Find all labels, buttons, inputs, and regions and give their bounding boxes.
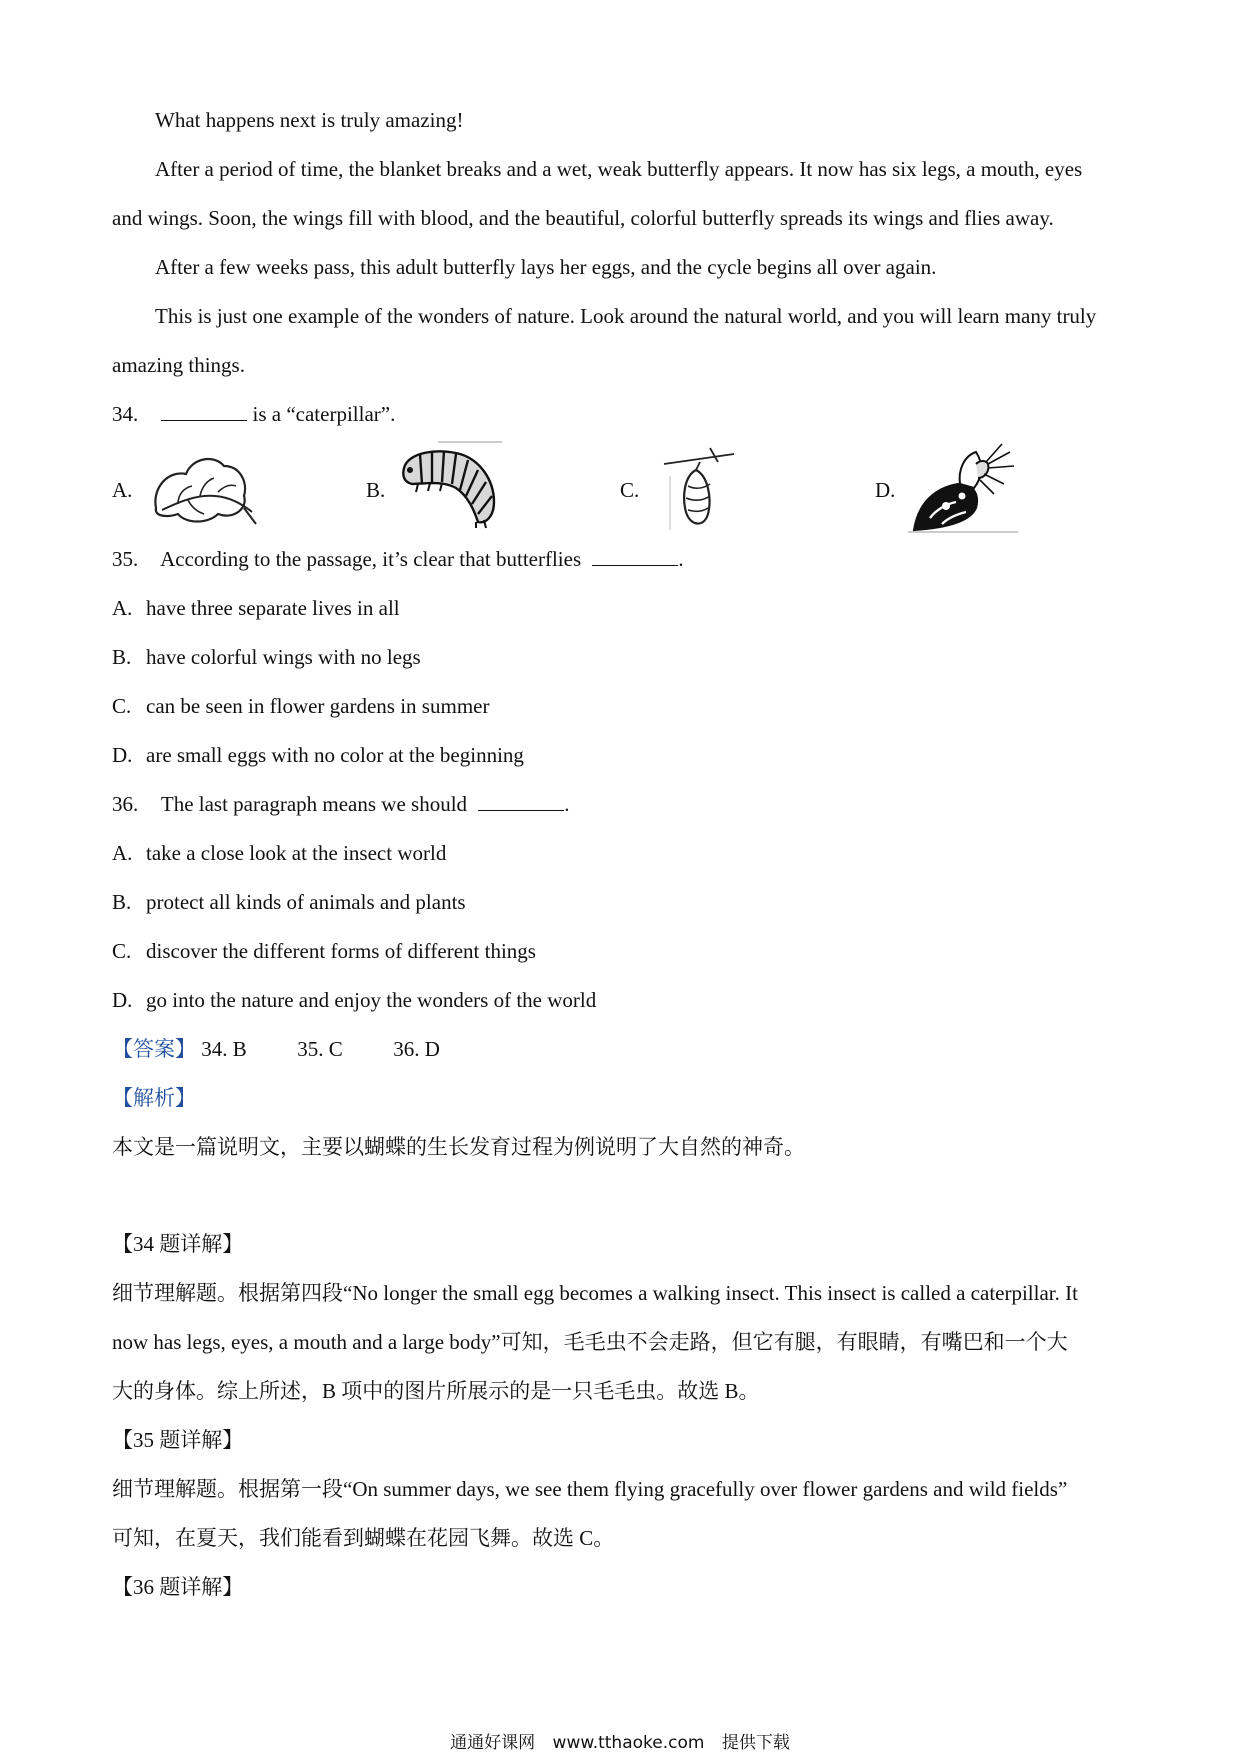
- q36-option-b: [112, 892, 466, 913]
- passage-paragraph-4-line-2: amazing things.: [112, 353, 245, 377]
- question-number: 35.: [112, 547, 139, 571]
- question-stem: The last paragraph means we should: [160, 792, 468, 816]
- option-text: go into the nature and enjoy the wonders of the world: [146, 988, 597, 1012]
- option-c-label: C.: [620, 478, 640, 502]
- answer-line: [112, 1039, 440, 1060]
- analysis-summary: 本文是一篇说明文，主要以蝴蝶的生长发育过程为例说明了大自然的神奇。: [112, 1135, 805, 1159]
- option-letter: D.: [112, 743, 133, 767]
- question-stem: is a “caterpillar”.: [252, 402, 396, 426]
- answer-34: 34. B: [201, 1037, 247, 1061]
- q36-option-c: [112, 941, 536, 962]
- question-end: .: [678, 547, 684, 571]
- q36-option-a: [112, 843, 446, 864]
- detail-36-label: 【36 题详解】: [112, 1575, 244, 1599]
- passage-paragraph-2-line-2: and wings. Soon, the wings fill with blood, and the beautiful, colorful butterfly spreads its wings and flies away.: [112, 206, 1054, 230]
- passage-paragraph-2-line-1: After a period of time, the blanket breaks and a wet, weak butterfly appears. It now has six legs, a mouth, eyes: [155, 157, 1083, 181]
- option-text: can be seen in flower gardens in summer: [146, 694, 490, 718]
- question-end: .: [564, 792, 570, 816]
- answer-label: 【答案】: [112, 1037, 196, 1061]
- footer-site-name: 通通好课网: [450, 1733, 536, 1753]
- detail-35-line-1: 细节理解题。根据第一段“On summer days, we see them flying gracefully over flower gardens and wild fields”: [112, 1477, 1068, 1501]
- q35-option-c: [112, 696, 489, 717]
- option-a-label: A.: [112, 478, 133, 502]
- option-text: are small eggs with no color at the beginning: [146, 743, 524, 767]
- passage-paragraph-4-line-1: This is just one example of the wonders of nature. Look around the natural world, and you will learn many truly: [155, 304, 1097, 328]
- detail-35-label: 【35 题详解】: [112, 1428, 244, 1452]
- option-letter: B.: [112, 890, 132, 914]
- q35-option-b: [112, 647, 421, 668]
- option-letter: D.: [112, 988, 133, 1012]
- caterpillar-icon: [398, 440, 504, 530]
- detail-35-line-2: 可知，在夏天，我们能看到蝴蝶在花园飞舞。故选 C。: [112, 1526, 615, 1550]
- answer-blank: [161, 420, 247, 421]
- option-text: have colorful wings with no legs: [146, 645, 421, 669]
- passage-paragraph-3: After a few weeks pass, this adult butterfly lays her eggs, and the cycle begins all over again.: [155, 255, 937, 279]
- question-number: 34.: [112, 402, 139, 426]
- answer-blank: [478, 810, 564, 811]
- option-text: discover the different forms of different things: [146, 939, 536, 963]
- option-letter: A.: [112, 596, 133, 620]
- option-text: have three separate lives in all: [146, 596, 400, 620]
- detail-34-line-3: 大的身体。综上所述，B 项中的图片所展示的是一只毛毛虫。故选 B。: [112, 1379, 760, 1403]
- option-d-label: D.: [875, 478, 896, 502]
- question-number: 36.: [112, 792, 139, 816]
- question-34: [112, 404, 395, 425]
- detail-34-label: 【34 题详解】: [112, 1232, 244, 1256]
- question-35: [112, 549, 684, 570]
- q35-option-d: [112, 745, 524, 766]
- answer-35: 35. C: [297, 1037, 343, 1061]
- option-letter: C.: [112, 939, 132, 963]
- option-letter: C.: [112, 694, 132, 718]
- footer-url[interactable]: www.tthaoke.com: [552, 1733, 705, 1753]
- q36-option-d: [112, 990, 596, 1011]
- chrysalis-icon: [660, 446, 740, 532]
- option-letter: A.: [112, 841, 133, 865]
- option-letter: B.: [112, 645, 132, 669]
- passage-paragraph-1: What happens next is truly amazing!: [155, 108, 464, 132]
- butterfly-icon: [906, 434, 1020, 534]
- q35-option-a: [112, 598, 400, 619]
- answer-blank: [592, 565, 678, 566]
- detail-34-line-1: 细节理解题。根据第四段“No longer the small egg becomes a walking insect. This insect is called a caterpillar. It: [112, 1281, 1078, 1305]
- analysis-label: 【解析】: [112, 1086, 196, 1110]
- detail-34-line-2: now has legs, eyes, a mouth and a large body”可知，毛毛虫不会走路，但它有腿，有眼睛，有嘴巴和一个大: [112, 1330, 1068, 1354]
- option-b-label: B.: [366, 478, 386, 502]
- question-36: [112, 794, 570, 815]
- page-footer: [0, 1728, 1240, 1753]
- option-text: protect all kinds of animals and plants: [146, 890, 466, 914]
- option-text: take a close look at the insect world: [146, 841, 447, 865]
- answer-36: 36. D: [393, 1037, 440, 1061]
- leaf-icon: [148, 448, 260, 526]
- question-stem: According to the passage, it’s clear that butterflies: [160, 547, 582, 571]
- footer-note: 提供下载: [721, 1733, 790, 1753]
